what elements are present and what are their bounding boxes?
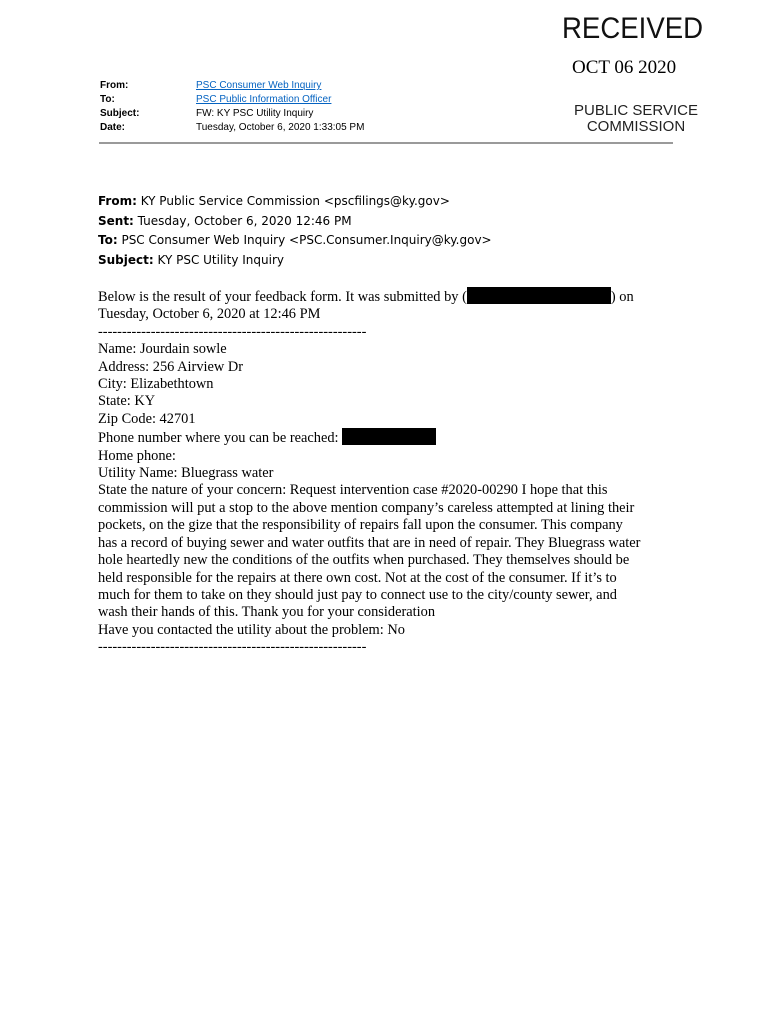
header-to-row	[100, 93, 364, 107]
field-city: City: Elizabethtown	[98, 376, 214, 393]
fwd-from-value: KY Public Service Commission <pscfilings@ky.gov>	[136, 194, 450, 208]
header-to-link[interactable]: PSC Public Information Officer	[196, 94, 332, 105]
header-subject-value: FW: KY PSC Utility Inquiry	[196, 108, 314, 119]
header-to-label: To:	[100, 94, 115, 105]
fwd-subject-row	[98, 251, 492, 271]
agency-line-2: COMMISSION	[586, 118, 686, 135]
redacted-phone	[342, 428, 436, 445]
agency-line-1: PUBLIC SERVICE	[574, 102, 698, 119]
fwd-to-label: To:	[98, 233, 118, 247]
concern-line: State the nature of your concern: Request intervention case #2020-00290 I hope that this	[98, 482, 608, 499]
concern-line: has a record of buying sewer and water outfits that are in need of repair. They Bluegrass water	[98, 534, 641, 551]
fwd-subject-label: Subject:	[98, 252, 154, 267]
intro-date: Tuesday, October 6, 2020 at 12:46 PM	[98, 306, 321, 323]
concern-line: wash their hands of this. Thank you for your consideration	[98, 604, 436, 621]
field-home-phone: Home phone:	[98, 447, 176, 464]
header-subject-label: Subject:	[100, 108, 140, 119]
intro-line	[98, 287, 678, 306]
header-from-row	[100, 79, 364, 93]
header-divider	[99, 142, 673, 144]
separator-bottom: --------------------------------------------------------	[98, 639, 367, 656]
concern-line: held responsible for the repairs at there own cost. Not at the cost of the consumer. If it’s to	[98, 569, 617, 586]
field-phone: Phone number where you can be reached:	[98, 430, 343, 447]
forwarded-header	[98, 192, 492, 270]
header-from-link[interactable]: PSC Consumer Web Inquiry	[196, 80, 322, 91]
received-date: OCT 06 2020	[572, 57, 677, 78]
fwd-subject-value: KY PSC Utility Inquiry	[153, 252, 284, 267]
message-body	[98, 287, 678, 657]
fwd-sent-label: Sent:	[98, 213, 134, 228]
field-contacted: Have you contacted the utility about the problem: No	[98, 621, 405, 638]
agency-stamp	[572, 103, 700, 135]
fwd-to-row	[98, 231, 492, 251]
header-date-value: Tuesday, October 6, 2020 1:33:05 PM	[196, 122, 365, 133]
intro-after: ) on	[610, 289, 634, 305]
intro-before: Below is the result of your feedback form. It was submitted by (	[98, 289, 467, 305]
field-address: Address: 256 Airview Dr	[98, 358, 244, 375]
received-stamp: RECEIVED	[562, 12, 704, 45]
fwd-sent-row	[98, 212, 492, 232]
field-phone-row	[98, 428, 678, 447]
header-date-row	[100, 121, 364, 135]
fwd-sent-value: Tuesday, October 6, 2020 12:46 PM	[133, 213, 352, 228]
fwd-from-row	[98, 192, 492, 212]
field-name: Name: Jourdain sowle	[98, 341, 227, 358]
field-state: State: KY	[98, 393, 156, 410]
concern-line: pockets, on the gize that the responsibility of repairs fall upon the consumer. This company	[98, 517, 623, 534]
header-date-label: Date:	[100, 122, 126, 133]
separator-top: --------------------------------------------------------	[98, 323, 367, 340]
fwd-from-label: From:	[98, 194, 137, 208]
concern-line: hole heartedly new the conditions of the outfits when purchased. They themselves should be	[98, 552, 630, 569]
concern-line: commission will put a stop to the above mention company’s careless attempted at lining their	[98, 499, 635, 516]
redacted-submitter	[467, 287, 611, 304]
header-from-label: From:	[100, 80, 129, 91]
concern-line: much for them to take on they should just pay to connect use to the city/county sewer, and	[98, 586, 617, 603]
fwd-to-value: PSC Consumer Web Inquiry <PSC.Consumer.Inquiry@ky.gov>	[117, 233, 492, 247]
header-subject-row	[100, 107, 364, 121]
field-zip: Zip Code: 42701	[98, 410, 196, 427]
email-header	[100, 79, 364, 135]
field-utility: Utility Name: Bluegrass water	[98, 465, 274, 482]
